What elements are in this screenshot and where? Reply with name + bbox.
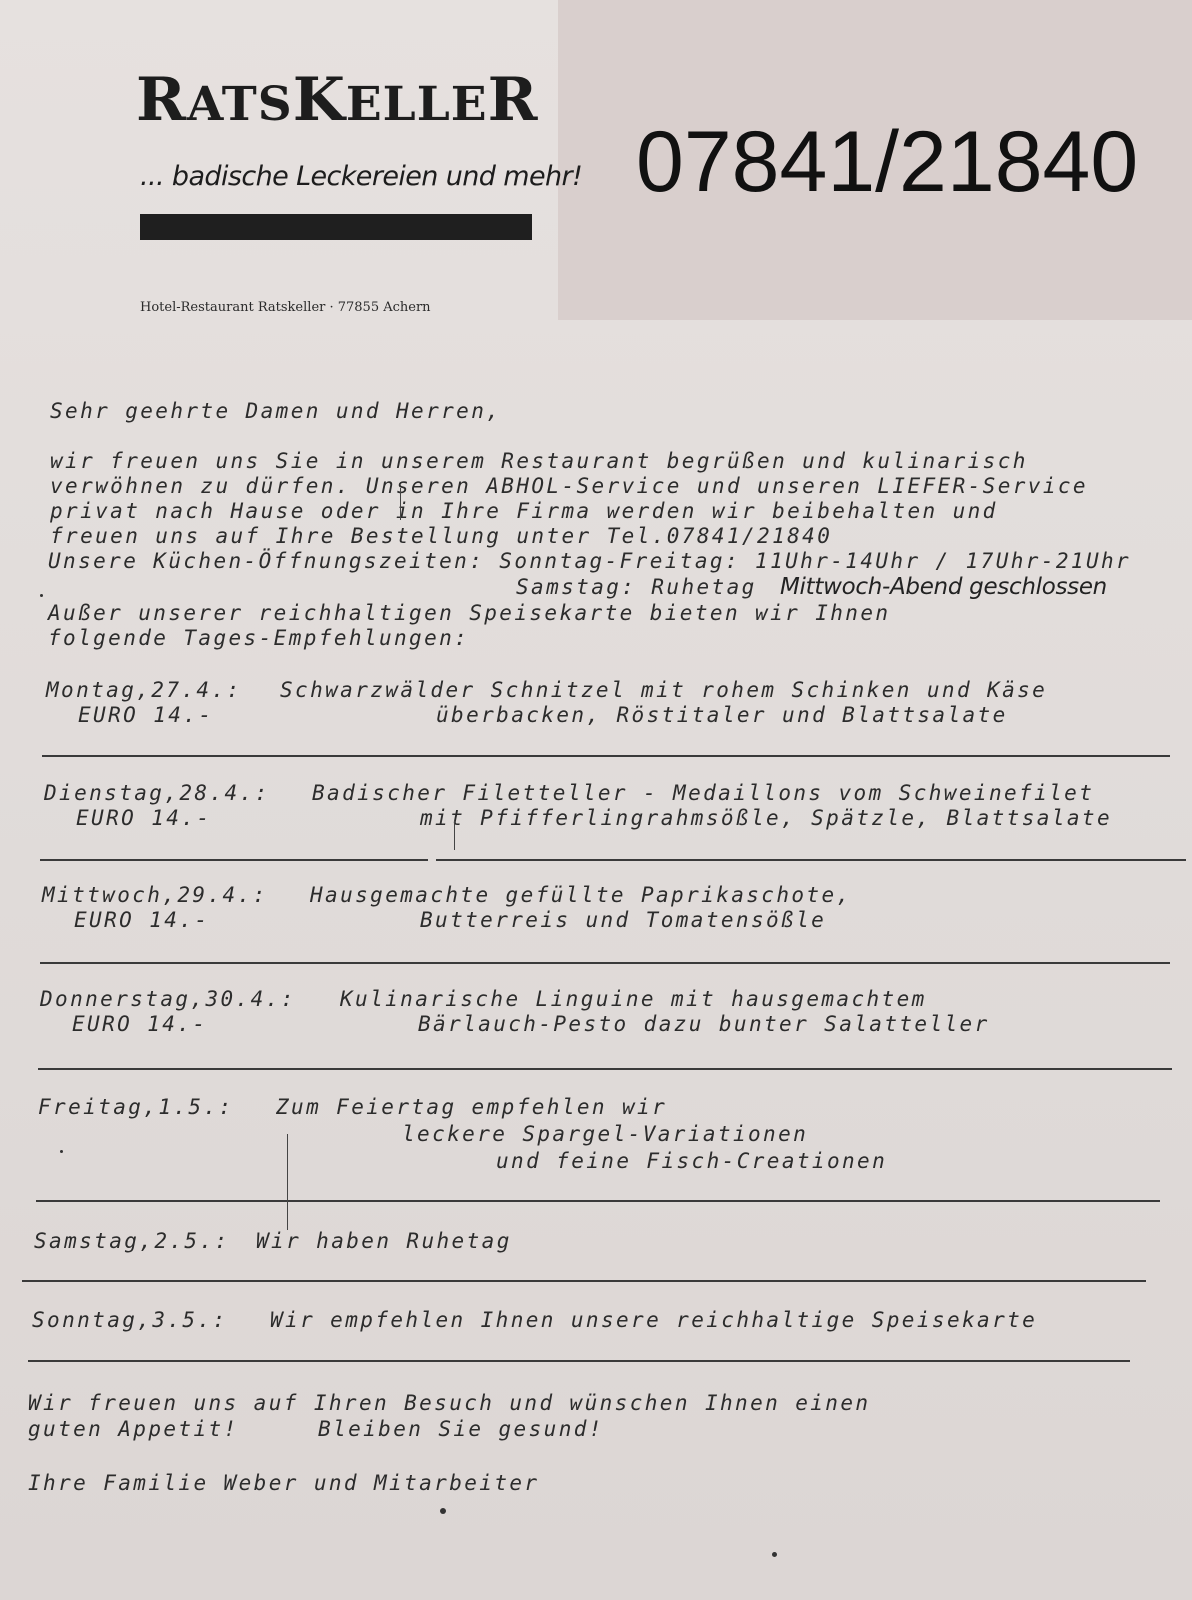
scan-mark [454,820,455,850]
special-day: Samstag,2.5.: [34,1229,230,1253]
saturday-closed: Samstag: Ruhetag [516,575,757,599]
special-day: Mittwoch,29.4.: [42,883,268,907]
special-description: und feine Fisch-Creationen [496,1149,888,1173]
closing-line: Wir freuen uns auf Ihren Besuch und wünschen Ihnen einen [28,1391,871,1415]
handwritten-note: Mittwoch-Abend geschlossen [780,574,1107,600]
special-description: Wir haben Ruhetag [256,1229,512,1253]
separator-line [22,1280,1146,1282]
scan-dot [772,1552,777,1557]
separator-line [42,755,1170,757]
signature: Ihre Familie Weber und Mitarbeiter [28,1471,540,1495]
closing-line: Bleiben Sie gesund! [318,1417,604,1441]
kitchen-hours: Unsere Küchen-Öffnungszeiten: Sonntag-Freitag: 11Uhr-14Uhr / 17Uhr-21Uhr [48,549,1132,573]
special-description: Badischer Filetteller - Medaillons vom Schweinefilet [312,781,1095,805]
intro-line: wir freuen uns Sie in unserem Restaurant begrüßen und kulinarisch [50,449,1028,473]
separator-line [38,1068,1172,1070]
special-day: Donnerstag,30.4.: [40,987,296,1011]
scan-mark [287,1134,288,1230]
special-price: EURO 14.- [76,806,212,830]
logo-tagline: ... badische Leckereien und mehr! [140,161,583,192]
special-description: leckere Spargel-Variationen [402,1122,809,1146]
separator-line [40,859,428,861]
greeting: Sehr geehrte Damen und Herren, [50,399,502,423]
special-description: Zum Feiertag empfehlen wir [276,1095,668,1119]
special-day: Freitag,1.5.: [38,1095,234,1119]
special-day: Montag,27.4.: [46,678,242,702]
intro-line: Außer unserer reichhaltigen Speisekarte bieten wir Ihnen [48,601,891,625]
intro-line: verwöhnen zu dürfen. Unseren ABHOL-Service und unseren LIEFER-Service [50,474,1088,498]
separator-line [28,1360,1130,1362]
special-price: EURO 14.- [72,1012,208,1036]
scan-mark [400,488,401,520]
separator-line [40,962,1170,964]
special-description: Kulinarische Linguine mit hausgemachtem [340,987,927,1011]
logo-bar [140,214,532,240]
special-description: Bärlauch-Pesto dazu bunter Salatteller [418,1012,990,1036]
special-description: Schwarzwälder Schnitzel mit rohem Schinken und Käse [280,678,1048,702]
special-day: Dienstag,28.4.: [44,781,270,805]
scan-dot [440,1508,446,1514]
special-price: EURO 14.- [74,908,210,932]
separator-line [436,859,1186,861]
phone-number: 07841/21840 [636,114,1139,210]
special-description: Hausgemachte gefüllte Paprikaschote, [310,883,852,907]
special-description: Butterreis und Tomatensößle [420,908,827,932]
closing-line: guten Appetit! [28,1417,239,1441]
special-price: EURO 14.- [78,703,214,727]
special-description: mit Pfifferlingrahmsößle, Spätzle, Blattsalate [420,806,1112,830]
separator-line [36,1200,1160,1202]
scan-dot [40,594,43,597]
special-day: Sonntag,3.5.: [32,1308,228,1332]
scan-dot [60,1150,63,1153]
intro-line: privat nach Hause oder in Ihre Firma werden wir beibehalten und [50,499,998,523]
ratskeller-logo: RATSKELLER [136,65,539,135]
sender-address: Hotel-Restaurant Ratskeller · 77855 Achern [140,300,431,315]
intro-line: freuen uns auf Ihre Bestellung unter Tel.07841/21840 [50,524,833,548]
special-description: überbacken, Röstitaler und Blattsalate [436,703,1008,727]
intro-line: folgende Tages-Empfehlungen: [48,626,470,650]
special-description: Wir empfehlen Ihnen unsere reichhaltige Speisekarte [270,1308,1038,1332]
